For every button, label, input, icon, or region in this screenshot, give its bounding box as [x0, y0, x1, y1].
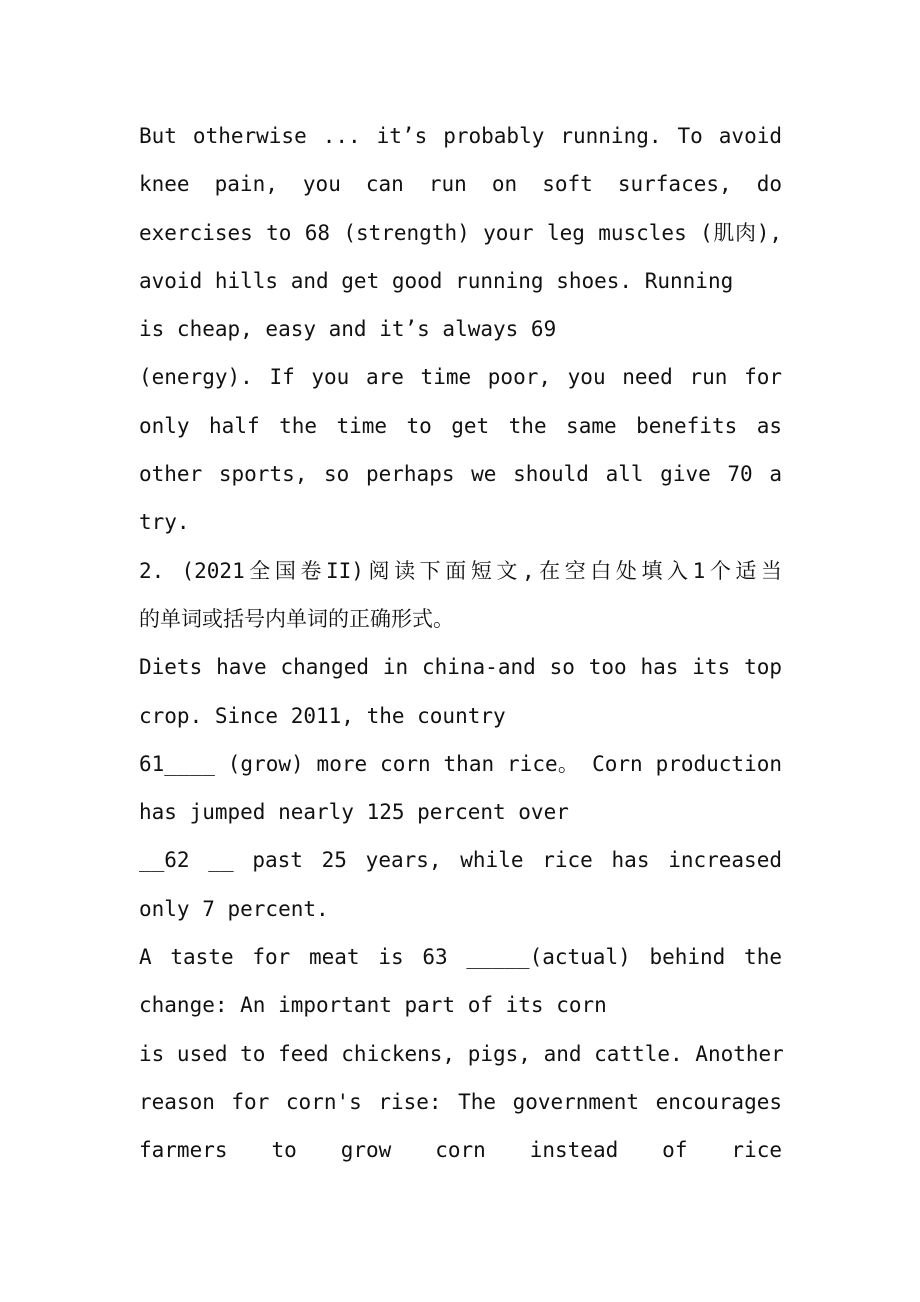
text-line: is used to feed chickens, pigs, and cattle. Another	[139, 1041, 784, 1066]
text-line: knee pain, you can run on soft surfaces, do	[139, 172, 782, 197]
text-line: only half the time to get the same benefits as	[139, 413, 782, 438]
text-line: other sports, so perhaps we should all give 70 a	[139, 462, 782, 487]
text-line: is cheap, easy and it’s always 69	[139, 317, 557, 342]
text-line: __62 __ past 25 years, while rice has increased	[139, 848, 782, 873]
text-line: farmers to grow corn instead of rice	[139, 1138, 782, 1163]
text-line: A taste for meat is 63 _____(actual) behind the	[139, 945, 782, 970]
text-line: avoid hills and get good running shoes. Running	[139, 268, 734, 293]
text-line: (energy). If you are time poor, you need run for	[139, 365, 782, 390]
question-heading-continued: 的单词或括号内单词的正确形式。	[139, 606, 454, 631]
text-line: change: An important part of its corn	[139, 993, 607, 1018]
question-heading: 2. (2021全国卷II)阅读下面短文,在空白处填入1个适当	[139, 558, 782, 583]
text-line: Diets have changed in china-and so too has its top	[139, 655, 782, 680]
text-line: reason for corn's rise: The government encourages	[139, 1089, 782, 1114]
text-line: only 7 percent.	[139, 896, 329, 921]
text-line: crop. Since 2011, the country	[139, 703, 506, 728]
text-line: 61____ (grow) more corn than rice。 Corn production	[139, 751, 782, 776]
text-line: But otherwise ... it’s probably running. To avoid	[139, 124, 782, 148]
document-body	[139, 112, 782, 1175]
text-line: exercises to 68 (strength) your leg muscles (肌肉),	[139, 220, 782, 245]
text-line: try.	[139, 510, 190, 535]
text-line: has jumped nearly 125 percent over	[139, 800, 569, 825]
